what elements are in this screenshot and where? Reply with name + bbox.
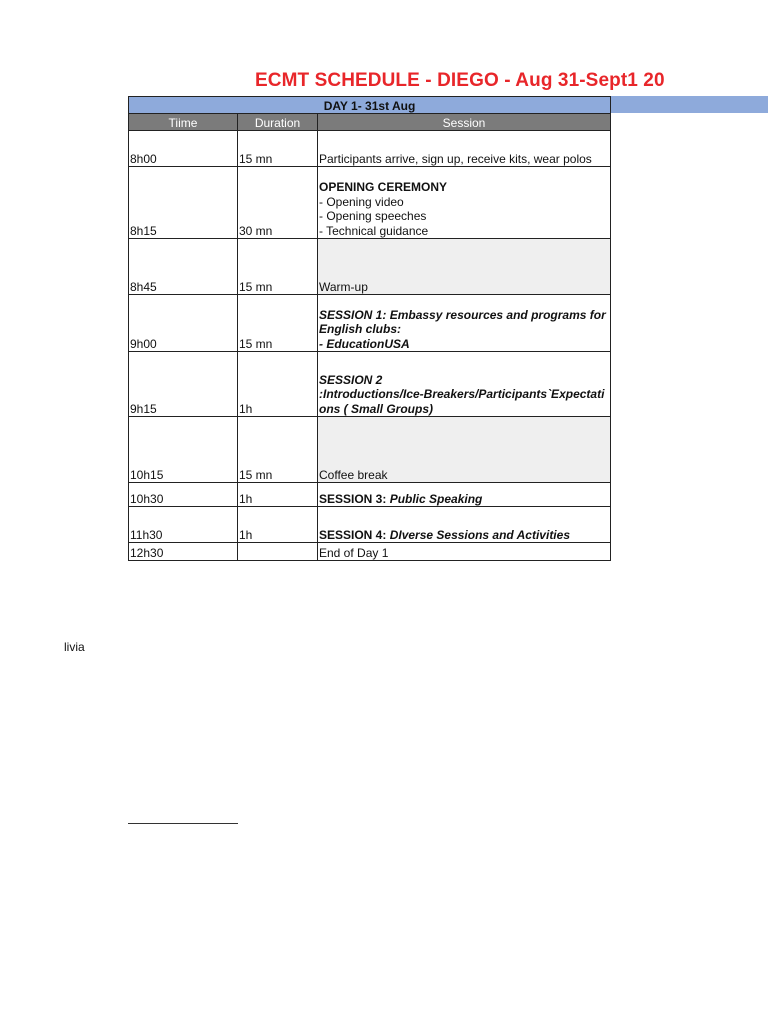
- schedule-title: ECMT SCHEDULE - DIEGO - Aug 31-Sept1 20: [255, 70, 665, 91]
- table-row: [129, 483, 611, 507]
- duration-cell: 1h: [238, 352, 318, 417]
- session-cell: [318, 543, 611, 561]
- day-header-extension: [610, 96, 768, 113]
- signature-line: [128, 823, 238, 824]
- session-heading: SESSION 2: [319, 372, 383, 387]
- note-text: livia: [64, 640, 85, 654]
- schedule-table: [128, 96, 611, 561]
- session-cell: [318, 239, 611, 295]
- time-cell: 8h15: [129, 167, 238, 239]
- duration-cell: 1h: [238, 507, 318, 543]
- time-cell: 8h00: [129, 131, 238, 167]
- session-item: - Technical guidance: [319, 223, 429, 238]
- duration-cell: 15 mn: [238, 295, 318, 352]
- table-row: [129, 131, 611, 167]
- time-cell: 12h30: [129, 543, 238, 561]
- column-header-time: Tiime: [129, 114, 238, 131]
- session-cell: [318, 131, 611, 167]
- session-topic: DIverse Sessions and Activities: [389, 527, 570, 542]
- session-item: - Opening video: [319, 194, 404, 209]
- duration-cell: 1h: [238, 483, 318, 507]
- session-heading: SESSION 1: Embassy resources and programs for English clubs:: [319, 307, 606, 336]
- title-clip: [128, 70, 665, 98]
- session-topic: Public Speaking: [389, 491, 483, 506]
- session-text: Coffee break: [319, 467, 388, 482]
- session-label: SESSION 4:: [319, 527, 390, 542]
- session-cell: [318, 507, 611, 543]
- table-row: [129, 352, 611, 417]
- column-header-session: Session: [318, 114, 611, 131]
- session-text: Participants arrive, sign up, receive kits, wear polos: [319, 151, 592, 166]
- duration-cell: 30 mn: [238, 167, 318, 239]
- session-item: - EducationUSA: [319, 336, 410, 351]
- session-cell: [318, 417, 611, 483]
- time-cell: 9h15: [129, 352, 238, 417]
- duration-cell: 15 mn: [238, 417, 318, 483]
- table-row: [129, 295, 611, 352]
- table-row: [129, 417, 611, 483]
- session-label: SESSION 3:: [319, 491, 390, 506]
- session-cell: [318, 295, 611, 352]
- session-cell: [318, 167, 611, 239]
- table-row: [129, 507, 611, 543]
- time-cell: 9h00: [129, 295, 238, 352]
- table-row: [129, 239, 611, 295]
- time-cell: 11h30: [129, 507, 238, 543]
- table-row: [129, 543, 611, 561]
- session-item: :Introductions/Ice-Breakers/Participants`Expectations ( Small Groups): [319, 387, 605, 416]
- session-cell: [318, 352, 611, 417]
- session-cell: [318, 483, 611, 507]
- duration-cell: [238, 543, 318, 561]
- duration-cell: 15 mn: [238, 239, 318, 295]
- day-header-row: [129, 97, 611, 114]
- time-cell: 8h45: [129, 239, 238, 295]
- column-header-duration: Duration: [238, 114, 318, 131]
- session-text: End of Day 1: [319, 545, 389, 560]
- duration-cell: 15 mn: [238, 131, 318, 167]
- session-text: Warm-up: [319, 279, 368, 294]
- table-row: [129, 167, 611, 239]
- session-heading: OPENING CEREMONY: [319, 180, 448, 194]
- column-header-row: [129, 114, 611, 131]
- time-cell: 10h30: [129, 483, 238, 507]
- day-header: DAY 1- 31st Aug: [129, 97, 611, 114]
- time-cell: 10h15: [129, 417, 238, 483]
- session-item: - Opening speeches: [319, 209, 427, 223]
